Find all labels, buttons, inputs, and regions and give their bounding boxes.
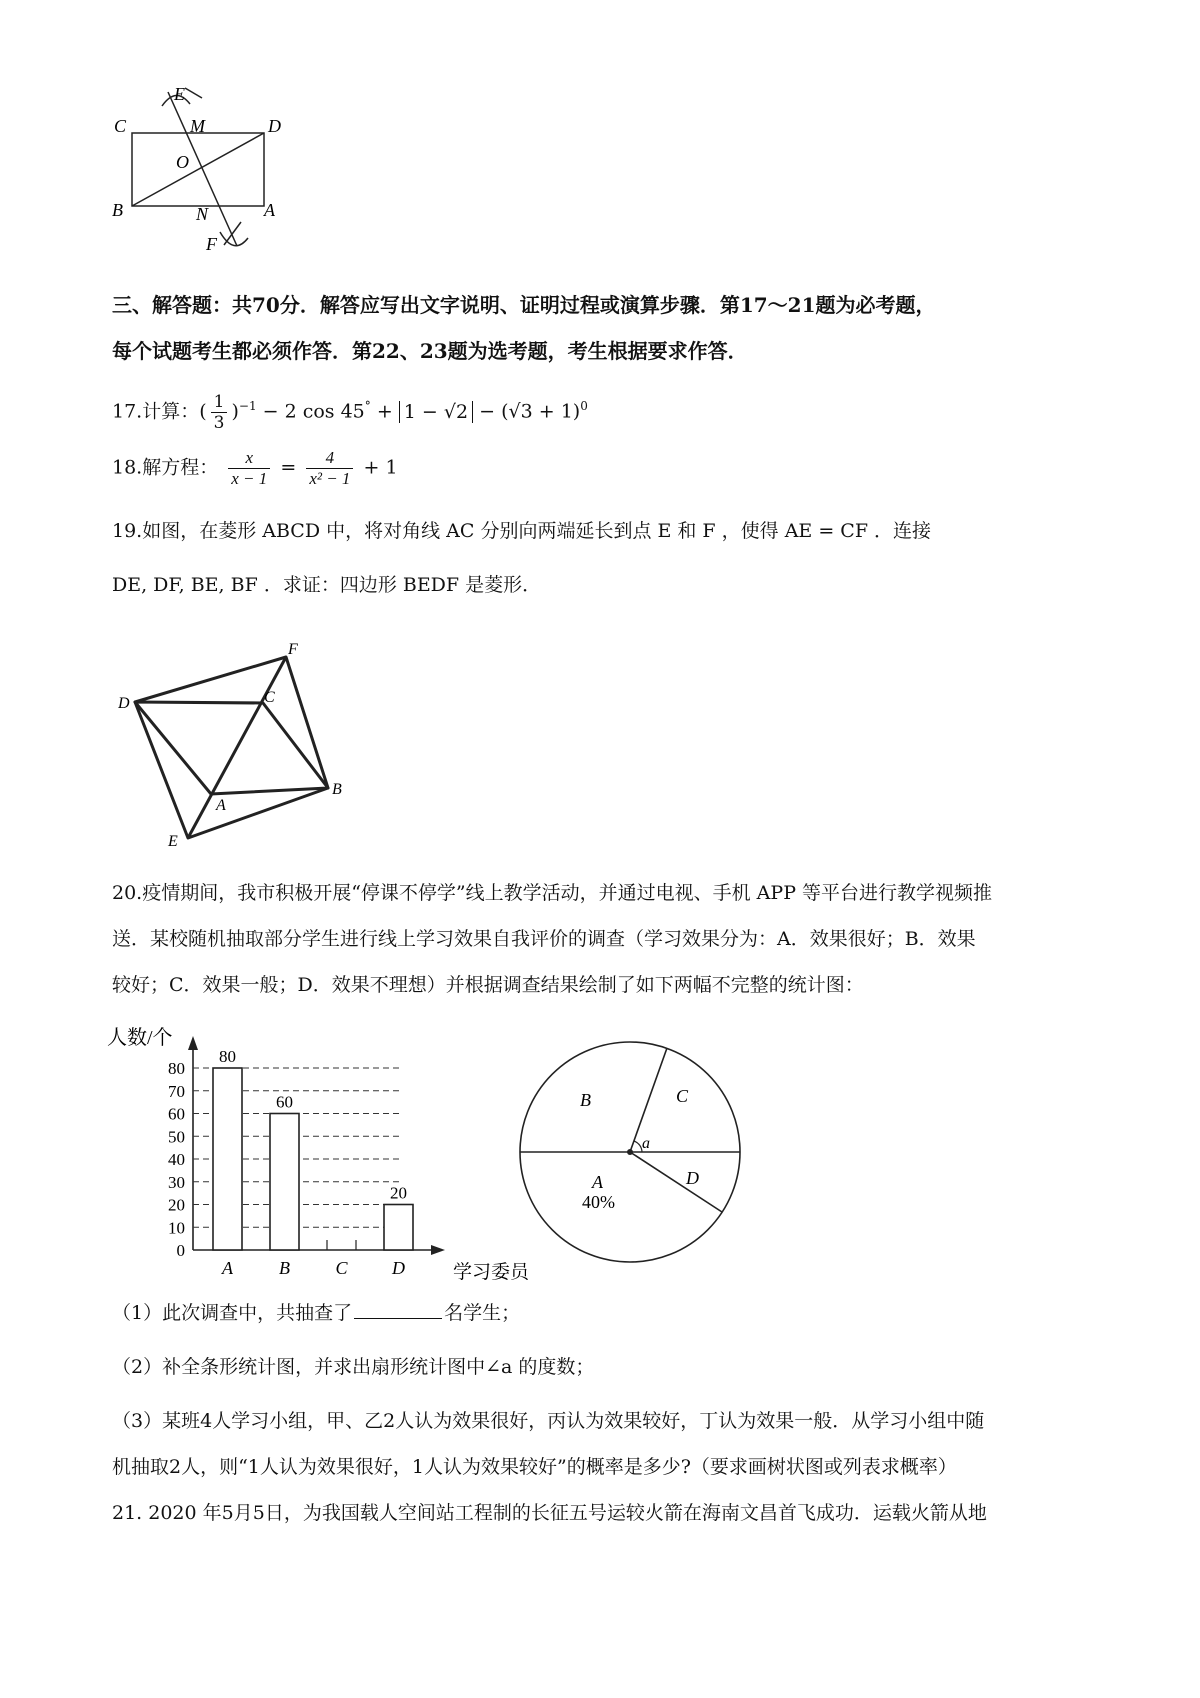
bar-ytick-label: 50 (168, 1127, 185, 1147)
bar-ytick-label: 0 (176, 1241, 185, 1260)
bar-data-label: 20 (390, 1183, 407, 1203)
pie-label-a: A (592, 1172, 603, 1192)
pie-label-b: B (580, 1090, 591, 1110)
bar-category-label: B (279, 1258, 290, 1278)
label-a: A (216, 797, 226, 814)
pie-label-c: C (676, 1086, 689, 1106)
label-c: C (114, 116, 127, 136)
bar-ytick-label: 40 (168, 1150, 185, 1169)
bar-ytick-label: 20 (168, 1195, 185, 1215)
pie-percent-a: 40% (582, 1192, 615, 1212)
q17-absolute: 1 − √2 (399, 401, 473, 423)
bar-ytick-label: 70 (168, 1081, 185, 1101)
bar-a (213, 1068, 242, 1250)
question-20-line3: 较好；C．效果一般；D．效果不理想）并根据调查结果绘制了如下两幅不完整的统计图： (112, 974, 864, 996)
rhombus-figure (118, 636, 358, 846)
question-19-line2: DE, DF, BE, BF ．求证：四边形 BEDF 是菱形． (112, 574, 542, 596)
question-18: 18.解方程： $\frac{x}{x - 1}$ = $\frac{4}{\text{x² − 1}}$ + 1 (112, 448, 398, 488)
answer-blank (354, 1300, 442, 1319)
q17-fraction: $\frac{1}{3}$ (211, 392, 228, 433)
section-heading-line2: 每个试题考生都必须作答．第22、23题为选考题，考生根据要求作答． (112, 339, 748, 363)
label-n: N (196, 204, 209, 224)
bar-ytick-label: 30 (168, 1172, 185, 1192)
question-20-sub2: （2）补全条形统计图，并求出扇形统计图中∠a 的度数； (112, 1356, 595, 1378)
bar-ytick-label: 80 (168, 1059, 185, 1078)
bar-chart-xlabel: 学习委员 (453, 1262, 530, 1283)
bar-category-label: C (335, 1258, 348, 1278)
question-17: 17.计算：( $\frac{1}{3}$ )$^{-1}$ − 2 $\cos 45^\circ + 1 - √2 - (√3 + 1)^0$ (112, 392, 588, 433)
section-heading-line1: 三、解答题：共70分．解答应写出文字说明、证明过程或演算步骤．第17～21题为必考题， (112, 293, 936, 317)
bar-category-label: A (222, 1258, 233, 1278)
pie-label-d: D (686, 1168, 699, 1188)
label-o: O (176, 152, 189, 172)
question-20-sub3-line2: 机抽取2人，则“1人认为效果很好，1人认为效果较好”的概率是多少?（要求画树状图或列表求概率） (112, 1456, 957, 1478)
label-d: D (118, 695, 130, 712)
label-b: B (332, 781, 342, 798)
question-21-line1: 21. 2020 年5月5日，为我国载人空间站工程制的长征五号运较火箭在海南文昌首飞成功．运载火箭从地 (112, 1502, 987, 1524)
label-a: A (264, 200, 275, 220)
q17-cos: − 2 cos 45 (262, 400, 365, 423)
bar-ytick-label: 10 (168, 1218, 185, 1238)
label-e: E (174, 84, 185, 104)
diagonal-bd (132, 133, 264, 206)
label-f: F (206, 234, 217, 254)
label-b: B (112, 200, 123, 220)
q17-tail: − (√3 + 1) (479, 400, 581, 423)
label-m: M (190, 116, 205, 136)
bar-x-arrow (431, 1245, 445, 1255)
bar-b (270, 1114, 299, 1251)
bar-ytick-label: 60 (168, 1104, 185, 1124)
question-20-sub1: （1）此次调查中，共抽查了 名学生； (112, 1302, 521, 1324)
q18-fraction-left: $\frac{x}{x - 1}$ (228, 448, 270, 489)
bar-y-arrow (188, 1036, 198, 1050)
q18-label: 18.解方程： (112, 456, 219, 479)
arc-bottom-2 (224, 222, 241, 245)
bar-d (384, 1205, 413, 1251)
label-f: F (288, 641, 298, 658)
label-c: C (264, 689, 275, 706)
q18-fraction-right: $\frac{4}{\text{x² − 1}}$ (306, 448, 353, 489)
pie-center (627, 1149, 633, 1155)
quadrilateral-bedf (135, 657, 328, 838)
question-20-sub3-line1: （3）某班4人学习小组，甲、乙2人认为效果很好，丙认为效果较好，丁认为效果一般．从学习小组中随 (112, 1410, 985, 1432)
pie-chart (500, 1022, 760, 1282)
question-20-line2: 送．某校随机抽取部分学生进行线上学习效果自我评价的调查（学习效果分为：A．效果很好；B．效果 (112, 928, 976, 950)
bar-category-label: D (392, 1258, 405, 1278)
label-e: E (168, 833, 178, 846)
bar-data-label: 60 (276, 1092, 293, 1112)
bar-chart-ylabel: 人数/个 (107, 1027, 173, 1049)
arc-top-2 (185, 88, 202, 98)
bar-data-label: 80 (219, 1047, 236, 1066)
diagonal-ef (188, 657, 286, 838)
bar-chart (105, 1022, 545, 1287)
q17-label: 17.计算： (112, 400, 200, 423)
angle-arc (634, 1141, 642, 1152)
rectangle-figure (110, 80, 310, 275)
pie-radius-cd (630, 1152, 722, 1212)
question-19-line1: 19.如图，在菱形 ABCD 中，将对角线 AC 分别向两端延长到点 E 和 F ，使得 AE = CF ．连接 (112, 520, 932, 542)
question-20-line1: 20.疫情期间，我市积极开展“停课不停学”线上教学活动，并通过电视、手机 APP 等平台进行教学视频推 (112, 882, 993, 904)
pie-angle-label: a (642, 1135, 650, 1152)
label-d: D (268, 116, 281, 136)
q17-exponent: −1 (238, 399, 257, 414)
